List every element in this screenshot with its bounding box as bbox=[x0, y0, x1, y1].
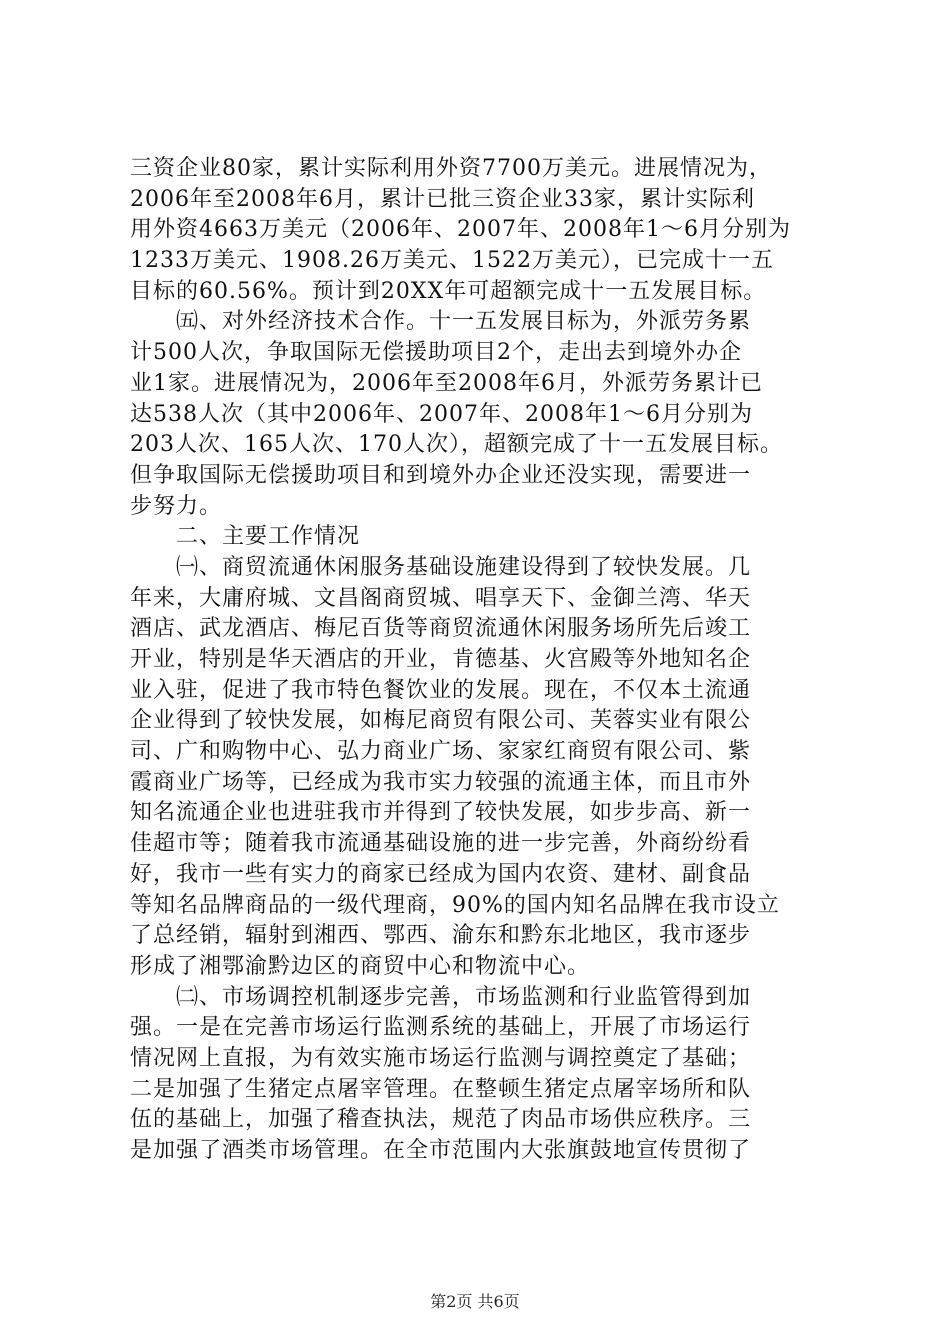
text-line: 等知名品牌商品的一级代理商，90%的国内知名品牌在我市设立 bbox=[130, 892, 780, 918]
text-line: 霞商业广场等，已经成为我市实力较强的流通主体，而且市外 bbox=[130, 769, 752, 795]
text-line: 达538人次（其中2006年、2007年、2008年1～6月分别为 bbox=[130, 401, 753, 427]
text-line: 伍的基础上，加强了稽查执法，规范了肉品市场供应秩序。三 bbox=[130, 1107, 752, 1133]
text-line: 好，我市一些有实力的商家已经成为国内农资、建材、副食品 bbox=[130, 861, 752, 887]
text-line: 司、广和购物中心、弘力商业广场、家家红商贸有限公司、紫 bbox=[130, 739, 752, 765]
text-line: 酒店、武龙酒店、梅尼百货等商贸流通休闲服务场所先后竣工 bbox=[130, 616, 752, 642]
text-line: 了总经销，辐射到湘西、鄂西、渝东和黔东北地区，我市逐步 bbox=[130, 923, 752, 949]
page-footer: 第2页 共6页 bbox=[430, 1292, 520, 1311]
text-line: 业1家。进展情况为，2006年至2008年6月，外派劳务累计已 bbox=[130, 370, 763, 396]
text-line: 业入驻，促进了我市特色餐饮业的发展。现在，不仅本土流通 bbox=[130, 677, 752, 703]
text-line: 二、主要工作情况 bbox=[176, 524, 361, 550]
text-line: 计500人次，争取国际无偿援助项目2个，走出去到境外办企 bbox=[130, 340, 742, 366]
text-line: 开业，特别是华天酒店的开业，肯德基、火宫殿等外地知名企 bbox=[130, 647, 752, 672]
text-line: ㈠、商贸流通休闲服务基础设施建设得到了较快发展。几 bbox=[176, 554, 752, 580]
text-line: 步努力。 bbox=[130, 493, 223, 519]
text-line: 但争取国际无偿援助项目和到境外办企业还没实现，需要进一 bbox=[130, 462, 752, 488]
text-line: 佳超市等；随着我市流通基础设施的进一步完善，外商纷纷看 bbox=[130, 831, 752, 857]
text-line: 用外资4663万美元（2006年、2007年、2008年1～6月分别为 bbox=[130, 217, 791, 243]
text-line: 形成了湘鄂渝黔边区的商贸中心和物流中心。 bbox=[130, 953, 591, 979]
text-line: 企业得到了较快发展，如梅尼商贸有限公司、芙蓉实业有限公 bbox=[130, 708, 752, 734]
text-line: 目标的60.56%。预计到20XX年可超额完成十一五发展目标。 bbox=[130, 278, 767, 304]
text-line: 二是加强了生猪定点屠宰管理。在整顿生猪定点屠宰场所和队 bbox=[130, 1076, 752, 1102]
text-line: ㈤、对外经济技术合作。十一五发展目标为，外派劳务累 bbox=[176, 309, 752, 335]
text-line: 2006年至2008年6月，累计已批三资企业33家，累计实际利 bbox=[130, 186, 755, 212]
text-line: 情况网上直报，为有效实施市场运行监测与调控奠定了基础； bbox=[130, 1045, 752, 1071]
text-line: 三资企业80家，累计实际利用外资7700万美元。进展情况为， bbox=[130, 156, 772, 181]
body-text bbox=[130, 154, 830, 1167]
text-line: 知名流通企业也进驻我市并得到了较快发展，如步步高、新一 bbox=[130, 800, 752, 826]
text-line: 是加强了酒类市场管理。在全市范围内大张旗鼓地宣传贯彻了 bbox=[130, 1138, 752, 1163]
text-line: 强。一是在完善市场运行监测系统的基础上，开展了市场运行 bbox=[130, 1015, 752, 1041]
text-line: 203人次、165人次、170人次），超额完成了十一五发展目标。 bbox=[130, 432, 783, 458]
text-line: 1233万美元、1908.26万美元、1522万美元），已完成十一五 bbox=[130, 248, 774, 274]
text-line: 年来，大庸府城、文昌阁商贸城、唱享天下、金御兰湾、华天 bbox=[130, 585, 752, 611]
text-line: ㈡、市场调控机制逐步完善，市场监测和行业监管得到加 bbox=[176, 984, 752, 1010]
